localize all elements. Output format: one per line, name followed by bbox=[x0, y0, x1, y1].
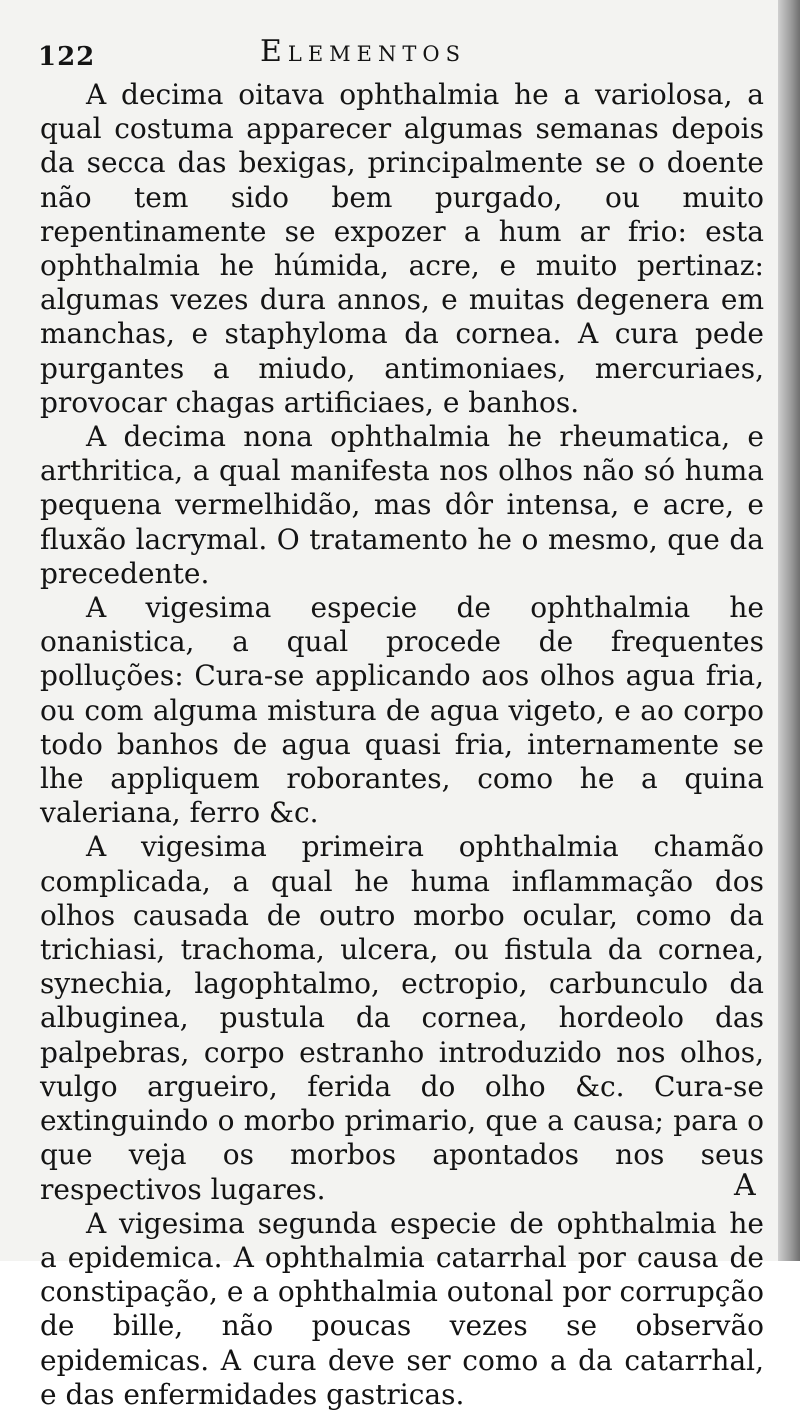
page-gutter-shadow bbox=[778, 0, 800, 1261]
page-number: 122 bbox=[38, 42, 96, 72]
body-text bbox=[40, 78, 764, 1412]
running-title: Elementos bbox=[260, 34, 466, 69]
running-head bbox=[38, 34, 758, 78]
paragraph-rheumatica: A decima nona ophthalmia he rheumatica, e arthritica, a qual manifesta nos olhos não só huma pequena vermelhidão, mas dôr intensa, e acre, e fluxão lacrymal. O tratamento he o mesmo, que da precedente. bbox=[40, 420, 764, 590]
paragraph-epidemica: A vigesima segunda especie de ophthalmia he a epidemica. A ophthalmia catarrhal por causa de constipação, e a ophthalmia outonal por corrupção de bille, não poucas vezes se observão epidemicas. A cura deve ser como a da catarrhal, e das enfermidades gastricas. bbox=[40, 1206, 764, 1411]
paragraph-complicada: A vigesima primeira ophthalmia chamão complicada, a qual he huma inflammação dos olhos causada de outro morbo ocular, como da trichiasi, trachoma, ulcera, ou fistula da cornea, synechia, lagophtalmo, ectropio, carbunculo da albuginea, pustula da cornea, hordeolo das palpebras, corpo estranho introduzido nos olhos, vulgo argueiro, ferida do olho &c. Cura-se extinguindo o morbo primario, que a causa; para o que veja os morbos apontados nos seus respectivos lugares. bbox=[40, 830, 764, 1206]
paragraph-onanistica: A vigesima especie de ophthalmia he onanistica, a qual procede de frequentes polluções: Cura-se applicando aos olhos agua fria, ou com alguma mistura de agua vigeto, e ao corpo todo banhos de agua quasi fria, internamente se lhe appliquem roborantes, como he a quina valeriana, ferro &c. bbox=[40, 591, 764, 830]
paragraph-variolosa: A decima oitava ophthalmia he a variolosa, a qual costuma apparecer algumas semanas depois da secca das bexigas, principalmente se o doente não tem sido bem purgado, ou muito repentinamente se expozer a hum ar frio: esta ophthalmia he húmida, acre, e muito pertinaz: algumas vezes dura annos, e muitas degenera em manchas, e staphyloma da cornea. A cura pede purgantes a miudo, antimoniaes, mercuriaes, provocar chagas artificiaes, e banhos. bbox=[40, 78, 764, 419]
catchword: A bbox=[734, 1168, 756, 1203]
